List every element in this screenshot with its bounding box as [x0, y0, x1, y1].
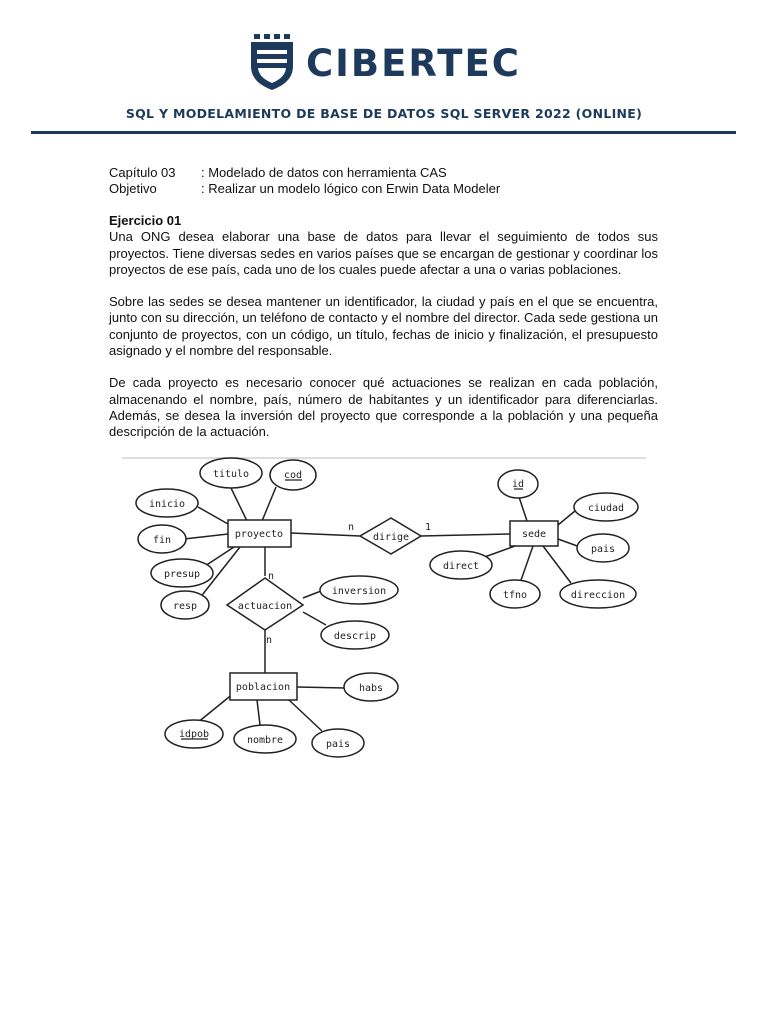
header-divider	[31, 131, 736, 134]
exercise-content	[109, 213, 658, 457]
label-direct: direct	[442, 561, 480, 572]
label-ciudad: ciudad	[587, 503, 625, 514]
label-tfno: tfno	[502, 590, 528, 601]
label-id: id	[511, 479, 525, 490]
label-pais-sede: pais	[590, 544, 616, 555]
label-dirige: dirige	[372, 532, 410, 543]
card-proyecto-actuacion: n	[268, 571, 275, 582]
card-proyecto-dirige: n	[348, 522, 355, 533]
card-actuacion-poblacion: n	[266, 635, 273, 646]
chapter-label: Capítulo 03	[109, 165, 176, 180]
chapter-value: : Modelado de datos con herramienta CAS	[201, 165, 447, 180]
objective-value: : Realizar un modelo lógico con Erwin Data Modeler	[201, 181, 501, 196]
er-diagram	[122, 457, 646, 762]
exercise-paragraph-1: Una ONG desea elaborar una base de datos para llevar el seguimiento de todos sus proyectos. Tiene diversas sedes en varios países que se encargan de gestionar y coordinar los proyectos de ese país, cada uno de los cuales puede afectar a una o varias poblaciones.	[109, 229, 658, 277]
label-cod: cod	[283, 470, 303, 481]
logo-text: CIBERTEC	[306, 42, 521, 85]
course-title: SQL Y MODELAMIENTO DE BASE DE DATOS SQL SERVER 2022 (ONLINE)	[125, 106, 643, 121]
objective-label: Objetivo	[109, 181, 157, 196]
label-actuacion: actuacion	[237, 601, 293, 612]
label-direccion: direccion	[570, 590, 626, 601]
card-dirige-sede: 1	[425, 522, 432, 533]
label-nombre: nombre	[246, 735, 284, 746]
label-pais-pob: pais	[325, 739, 351, 750]
label-sede: sede	[521, 529, 547, 540]
shield-icon	[248, 32, 300, 92]
cibertec-logo	[248, 32, 528, 92]
label-fin: fin	[152, 535, 172, 546]
label-titulo: titulo	[212, 469, 250, 480]
label-resp: resp	[172, 601, 198, 612]
label-idpob: idpob	[178, 729, 210, 740]
exercise-paragraph-2: Sobre las sedes se desea mantener un identificador, la ciudad y país en el que se encuentra, junto con su dirección, un teléfono de contacto y el nombre del director. Cada sede gestiona un conjunto de proyectos, con un código, un título, fechas de inicio y finalización, el presupuesto asignado y el nombre del responsable.	[109, 294, 658, 359]
exercise-title: Ejercicio 01	[109, 213, 182, 228]
label-descrip: descrip	[333, 631, 377, 642]
label-inversion: inversion	[331, 586, 387, 597]
label-proyecto: proyecto	[234, 529, 284, 540]
label-habs: habs	[358, 683, 384, 694]
label-poblacion: poblacion	[235, 682, 291, 693]
exercise-paragraph-3: De cada proyecto es necesario conocer qué actuaciones se realizan en cada población, almacenando el nombre, país, número de habitantes y un identificador para diferenciarlas. Además, se desea la inversión del proyecto que corresponde a la población y una pequeña descripción de la actuación.	[109, 375, 658, 440]
label-presup: presup	[163, 569, 201, 580]
label-inicio: inicio	[148, 499, 186, 510]
